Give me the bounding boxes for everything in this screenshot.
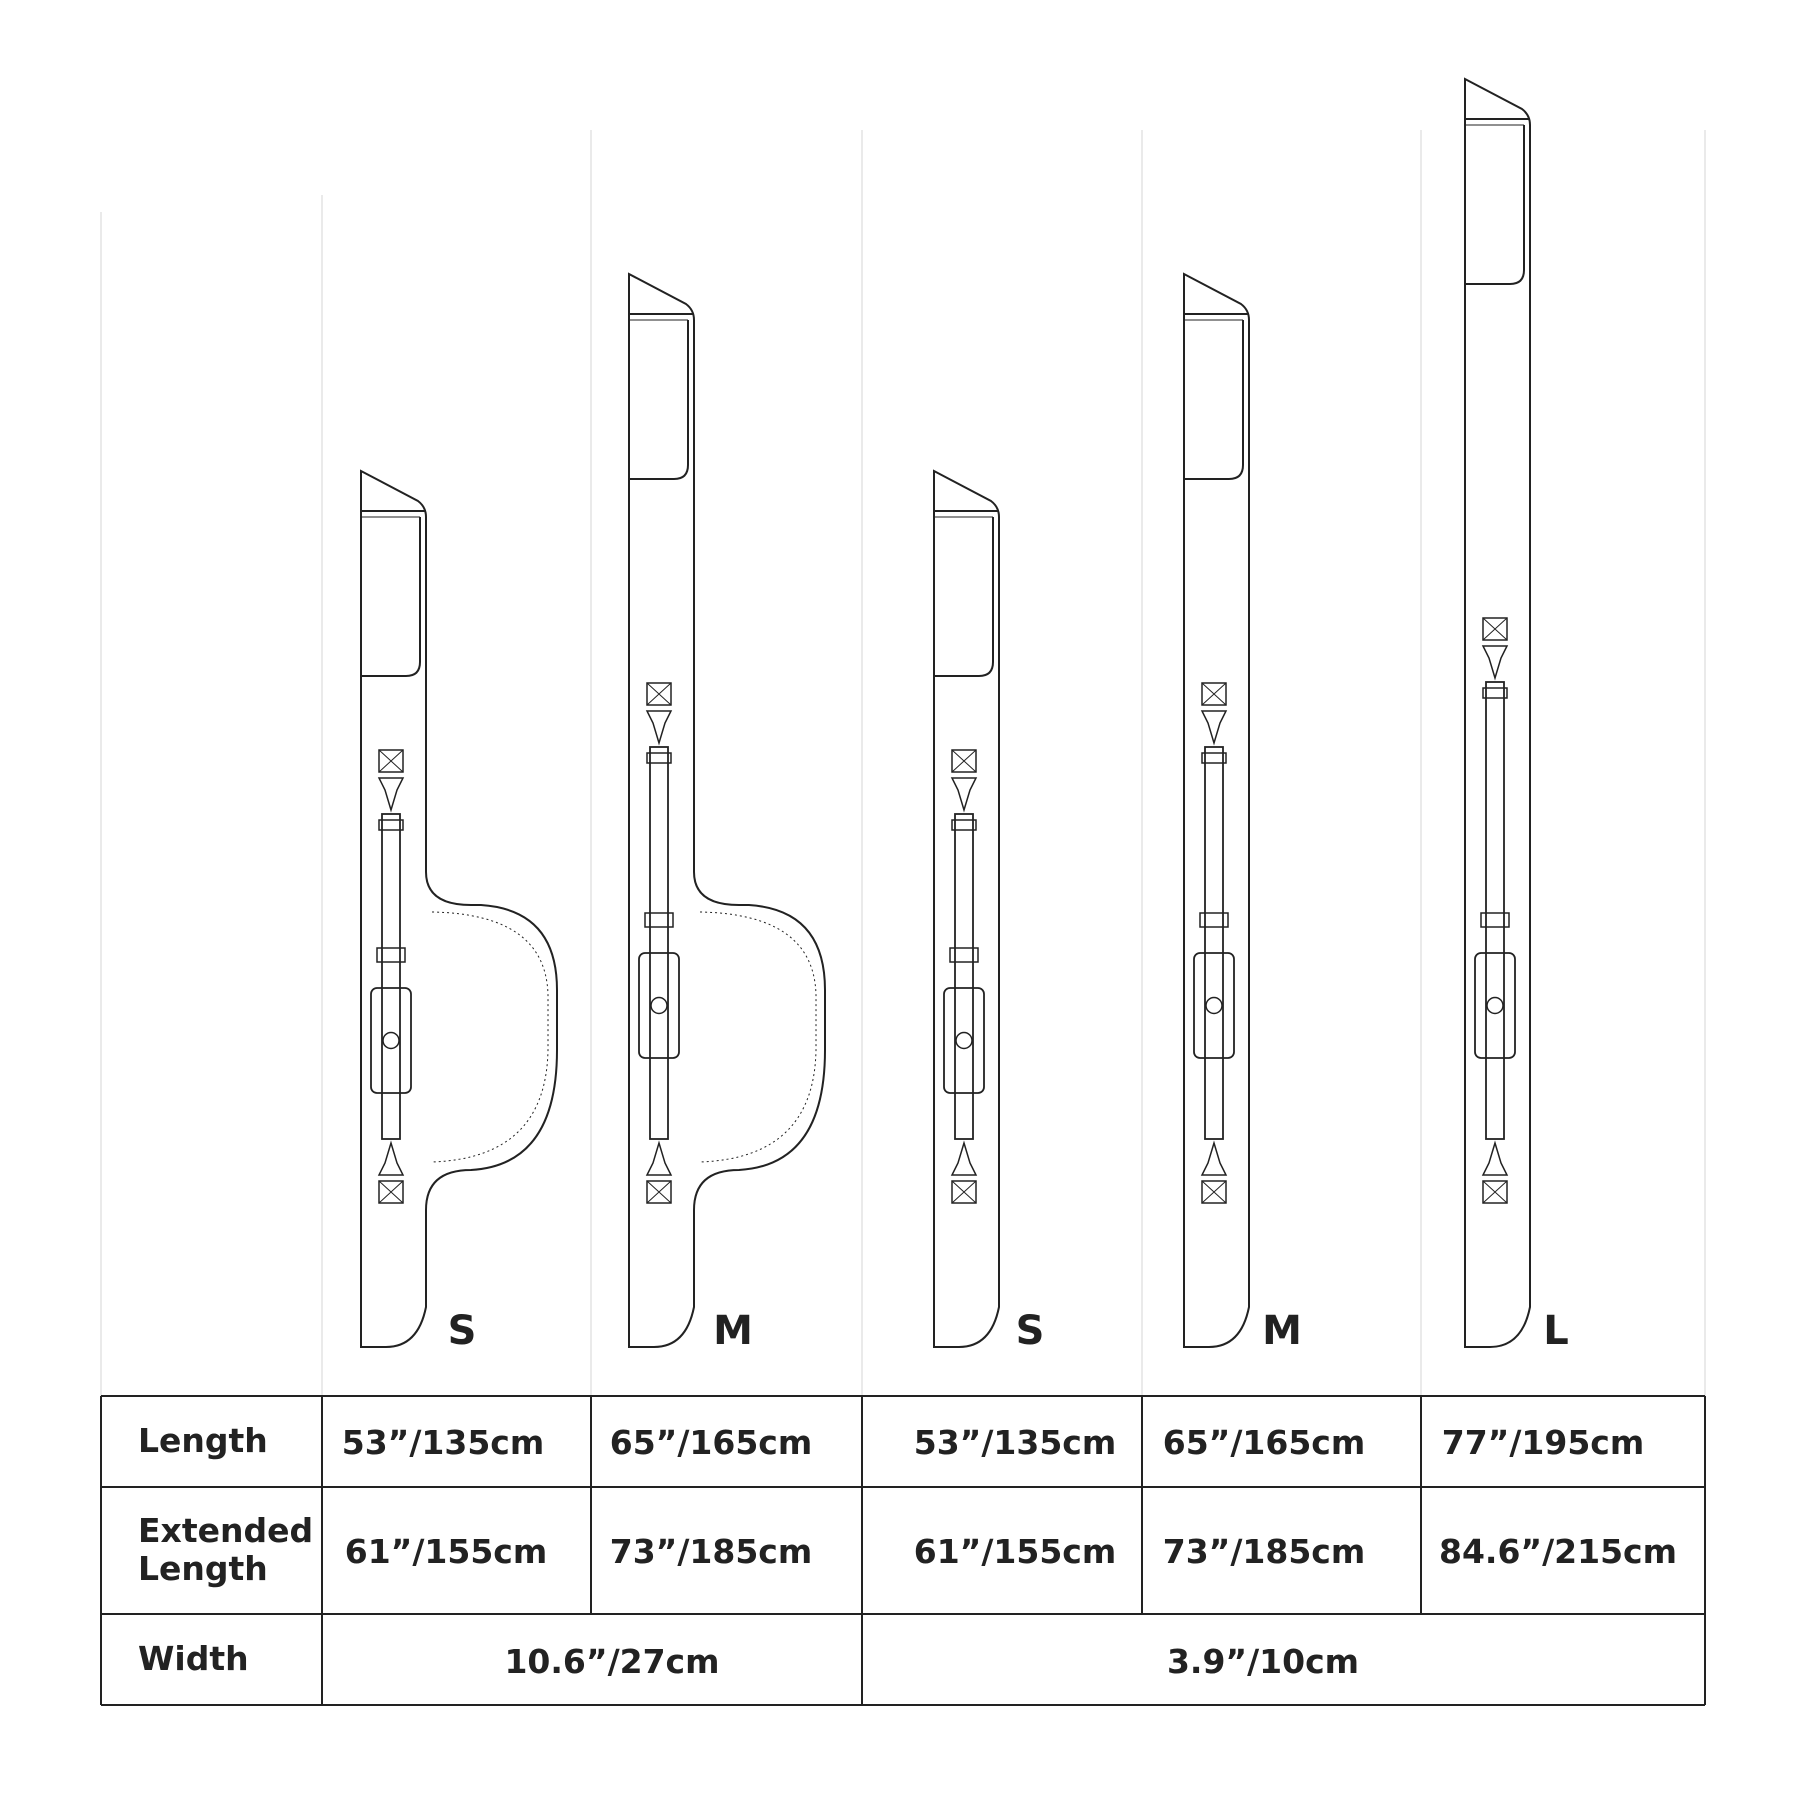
- strap-clip-bottom: [952, 1143, 976, 1175]
- length-cell: 53”/135cm: [341, 1423, 545, 1462]
- strap-anchor-x: [952, 750, 976, 772]
- strap-clip-bottom: [1483, 1143, 1507, 1175]
- label-pocket: [361, 517, 420, 676]
- case-body: [361, 471, 557, 1347]
- length-cell: 65”/165cm: [1162, 1423, 1366, 1462]
- case-3: [934, 471, 999, 1347]
- shoulder-pad: [639, 953, 679, 1058]
- label-pocket: [629, 320, 688, 479]
- strap-anchor-x: [1483, 618, 1507, 640]
- size-label: S: [1015, 1308, 1045, 1354]
- length-cell: 65”/165cm: [609, 1423, 813, 1462]
- row-label-width: Width: [138, 1639, 249, 1678]
- size-label: M: [1262, 1308, 1302, 1354]
- case-stitch: [432, 912, 548, 1162]
- extended-length-cell: 61”/155cm: [344, 1532, 548, 1571]
- strap-clip-bottom: [647, 1143, 671, 1175]
- case-1: [361, 471, 557, 1347]
- strap-clip-bottom: [1202, 1143, 1226, 1175]
- length-cell: 77”/195cm: [1441, 1423, 1645, 1462]
- shoulder-pad-grommet: [1487, 998, 1503, 1014]
- strap-clip-bottom: [379, 1143, 403, 1175]
- shoulder-pad-grommet: [383, 1033, 399, 1049]
- strap-anchor-x: [647, 683, 671, 705]
- label-pocket: [1465, 125, 1524, 284]
- strap-body: [382, 814, 400, 1139]
- shoulder-pad: [1475, 953, 1515, 1058]
- shoulder-pad: [944, 988, 984, 1093]
- length-cell: 53”/135cm: [913, 1423, 1117, 1462]
- size-label: M: [713, 1308, 753, 1354]
- strap-clip-top: [952, 778, 976, 810]
- case-illustrations: [361, 79, 1530, 1347]
- strap-anchor-x: [1202, 1181, 1226, 1203]
- strap-anchor-x: [952, 1181, 976, 1203]
- strap-anchor-x: [1202, 683, 1226, 705]
- strap-body: [650, 747, 668, 1139]
- strap-body: [1486, 682, 1504, 1139]
- strap-anchor-x: [379, 1181, 403, 1203]
- strap-anchor-x: [647, 1181, 671, 1203]
- case-body: [934, 471, 999, 1347]
- strap-body: [1205, 747, 1223, 1139]
- row-label-extended-2: Length: [138, 1549, 268, 1588]
- case-2: [629, 274, 825, 1347]
- strap-body: [955, 814, 973, 1139]
- shoulder-pad-grommet: [956, 1033, 972, 1049]
- width-cell-slim: 3.9”/10cm: [1166, 1642, 1360, 1681]
- label-pocket: [1184, 320, 1243, 479]
- extended-length-cell: 73”/185cm: [1162, 1532, 1366, 1571]
- strap-clip-top: [647, 711, 671, 743]
- size-label: S: [447, 1308, 477, 1354]
- strap-anchor-x: [1483, 1181, 1507, 1203]
- shoulder-pad: [371, 988, 411, 1093]
- extended-length-cell: 61”/155cm: [913, 1532, 1117, 1571]
- size-label: L: [1543, 1308, 1569, 1354]
- shoulder-pad: [1194, 953, 1234, 1058]
- case-5: [1465, 79, 1530, 1347]
- label-pocket: [934, 517, 993, 676]
- extended-length-cell: 84.6”/215cm: [1439, 1532, 1677, 1571]
- shoulder-pad-grommet: [1206, 998, 1222, 1014]
- width-cell-wide: 10.6”/27cm: [504, 1642, 720, 1681]
- extended-length-cell: 73”/185cm: [609, 1532, 813, 1571]
- case-4: [1184, 274, 1249, 1347]
- case-body: [1465, 79, 1530, 1347]
- strap-anchor-x: [379, 750, 403, 772]
- case-stitch: [700, 912, 816, 1162]
- strap-clip-top: [1202, 711, 1226, 743]
- row-label-length: Length: [138, 1421, 268, 1460]
- case-body: [629, 274, 825, 1347]
- shoulder-pad-grommet: [651, 998, 667, 1014]
- row-label-extended: Extended: [138, 1511, 314, 1550]
- case-body: [1184, 274, 1249, 1347]
- strap-clip-top: [1483, 646, 1507, 678]
- strap-clip-top: [379, 778, 403, 810]
